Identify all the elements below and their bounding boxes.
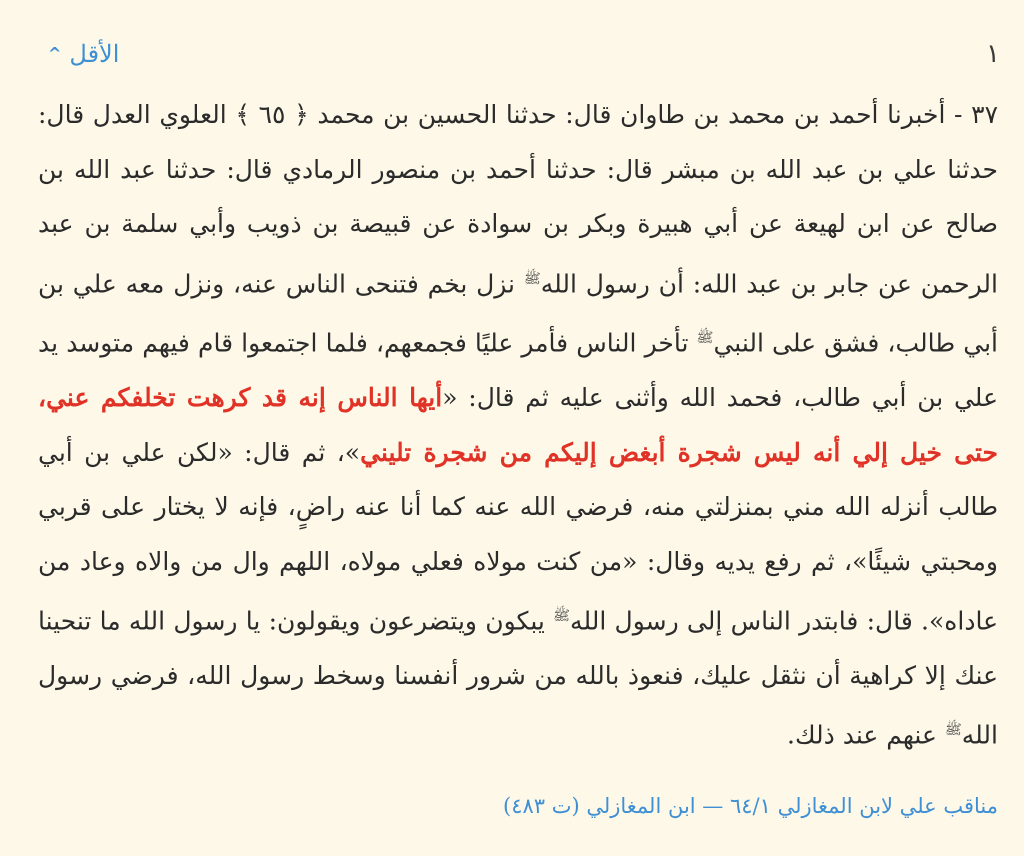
text-segment-5: يبكون ويتضرعون ويقولون: يا رسول الله ما تنحينا عنك إلا كراهية أن نثقل عليك، فنعوذ بالله من شرور أنفسنا وسخط رسول الله، فرضي رسول الله [38,606,998,750]
page-number: ١ [986,39,1000,69]
collapse-toggle-label: الأقل [69,40,120,68]
text-segment-6: عنهم عند ذلك. [787,720,945,750]
honorific-glyph: ﷺ [944,722,962,739]
source-reference-link[interactable]: مناقب علي لابن المغازلي ٦٤/١ — ابن المغازلي (ت ٤٨٣) [502,794,998,818]
honorific-glyph: ﷺ [523,270,541,287]
text-segment-3: تأخر الناس فأمر عليًا فجمعهم، فلما اجتمعوا قام فيهم متوسد يد علي بن أبي طالب، فحمد الله وأثنى عليه ثم قال: « [38,328,998,413]
chevron-up-icon: ^ [48,44,62,63]
text-segment-1: ٣٧ - أخبرنا أحمد بن محمد بن طاوان قال: حدثنا الحسين بن محمد ﴿ ٦٥ ﴾ العلوي العدل قال: حدثنا علي بن عبد الله بن مبشر قال: حدثنا أحمد بن منصور الرمادي قال: حدثنا عبد الله بن صالح عن ابن لهيعة عن أبي هبيرة وبكر بن سوادة عن قبيصة بن ذويب وأبي سلمة بن عبد الرحمن عن جابر بن عبد الله: أن رسول الله [38,100,998,298]
page-header [40,36,1000,72]
collapse-toggle-button[interactable] [48,36,119,72]
honorific-glyph: ﷺ [553,608,571,625]
text-segment-4: »، ثم قال: «لكن علي بن أبي طالب أنزله الله مني بمنزلتي منه، فرضي الله عنه كما أنا عنه راضٍ، فإنه لا يختار على قربي ومحبتي شيئًا»، ثم رفع يديه وقال: «من كنت مولاه فعلي مولاه، اللهم وال من والاه وعاد من عاداه». قال: فابتدر الناس إلى رسول الله [38,437,998,636]
hadith-text [38,88,998,763]
text-segment-2: نزل بخم فتنحى الناس عنه، ونزل معه علي بن أبي طالب، فشق على النبي [38,268,998,358]
highlighted-quote: أيها الناس إنه قد كرهت تخلفكم عني، حتى خيل إلي أنه ليس شجرة أبغض إليكم من شجرة تليني [38,383,998,467]
honorific-glyph: ﷺ [696,330,714,347]
